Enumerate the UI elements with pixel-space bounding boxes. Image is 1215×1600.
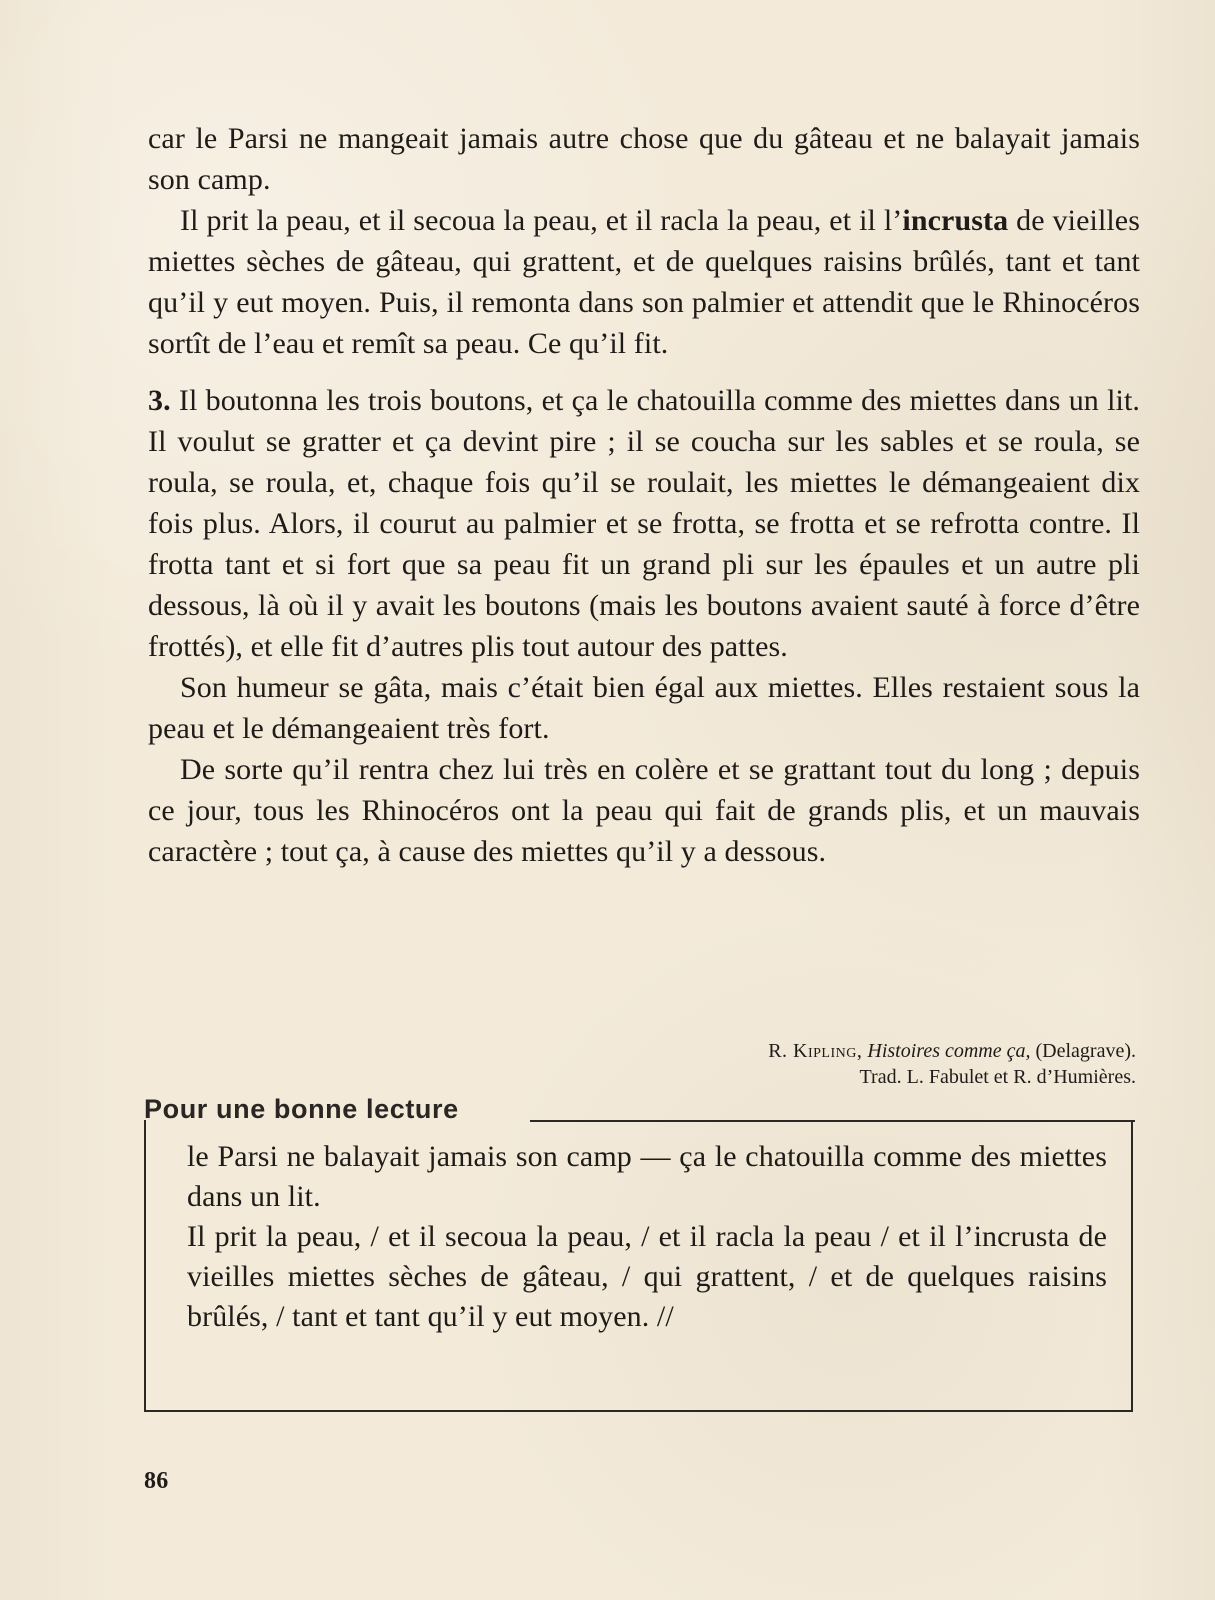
credit-author: R. Kipling, <box>768 1040 863 1062</box>
reading-text-block <box>187 1137 1107 1337</box>
paragraph-1: car le Parsi ne mangeait jamais autre chose que du gâteau et ne balayait jamais son camp. <box>148 122 1140 196</box>
paragraph-2-prefix: Il prit la peau, et il secoua la peau, et il racla la peau, et il l’ <box>180 204 903 237</box>
credit-line-1 <box>576 1038 1136 1064</box>
reading-box <box>144 1120 1133 1412</box>
credit-title: Histoires comme ça, <box>867 1040 1031 1062</box>
paragraph-2-suffix: de vieilles miettes sèches de gâteau, qui grattent, et de quelques raisins brûlés, tant et tant qu’il y eut moyen. Puis, il remonta dans son palmier et attendit que le Rhinocéros sortît de l’eau et remît sa peau. Ce qu’il fit. <box>148 204 1140 360</box>
paragraph-3-text: Il boutonna les trois boutons, et ça le chatouilla comme des miettes dans un lit. Il voulut se gratter et ça devint pire ; il se coucha sur les sables et se roula, se roula, se roula, et, chaque fois qu’il se roulait, les miettes le démangeaient dix fois plus. Alors, il courut au palmier et se frotta, se frotta et se refrotta contre. Il frotta tant et si fort que sa peau fit un grand pli sur les épaules et un autre pli dessous, là où il y avait les boutons (mais les boutons avaient sauté à force d’être frottés), et elle fit d’autres plis tout autour des pattes. <box>148 384 1140 663</box>
paragraph-4: Son humeur se gâta, mais c’était bien égal aux miettes. Elles restaient sous la peau et le démangeaient très fort. <box>148 671 1140 745</box>
bold-word-incrusta: incrusta <box>902 204 1009 237</box>
reading-line-1: le Parsi ne balayait jamais son camp — ça le chatouilla comme des miettes dans un lit. <box>187 1140 1107 1213</box>
source-credit <box>576 1038 1136 1090</box>
page-number: 86 <box>144 1468 169 1494</box>
reading-line-2: Il prit la peau, / et il secoua la peau, / et il racla la peau / et il l’incrusta de vieilles miettes sèches de gâteau, / qui grattent, / et de quelques raisins brûlés, / tant et tant qu’il y eut moyen. // <box>187 1220 1107 1333</box>
section-3-paragraph <box>148 380 1140 667</box>
section-number: 3. <box>148 384 171 417</box>
paragraph-5: De sorte qu’il rentra chez lui très en colère et se grattant tout du long ; depuis ce jour, tous les Rhinocéros ont la peau qui fait de grands plis, et un mauvais caractère ; tout ça, à cause des miettes qu’il y a dessous. <box>148 753 1140 868</box>
credit-publisher: (Delagrave). <box>1035 1040 1136 1062</box>
paragraph-2 <box>148 200 1140 364</box>
credit-translation: Trad. L. Fabulet et R. d’Humières. <box>859 1066 1136 1088</box>
story-text-block <box>148 118 1140 872</box>
reading-section-title: Pour une bonne lecture <box>144 1094 459 1124</box>
